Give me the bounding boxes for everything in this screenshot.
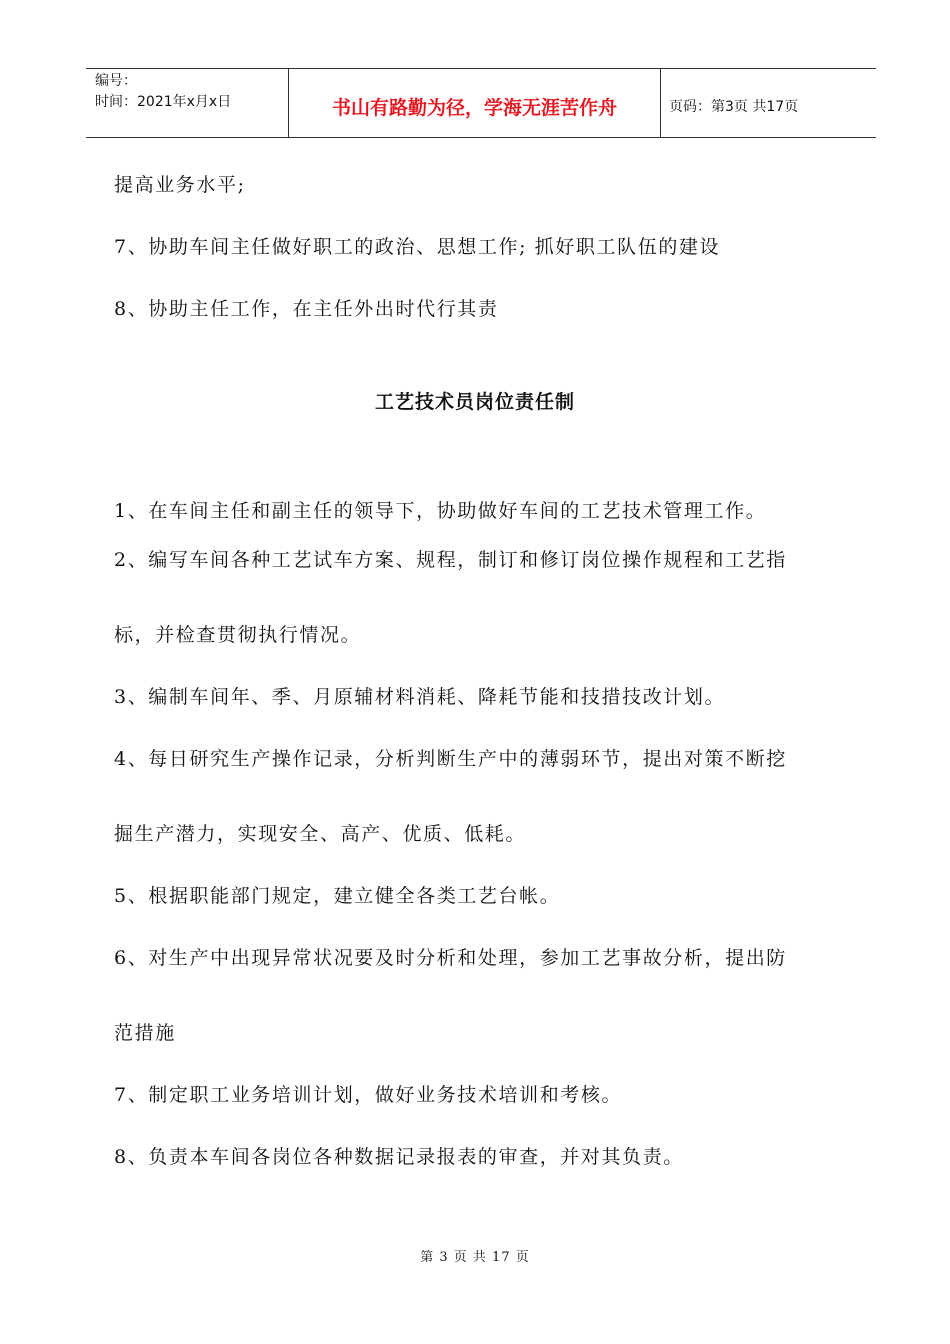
list-item: 7、制定职工业务培训计划，做好业务技术培训和考核。: [114, 1084, 623, 1106]
code-label: 编号：: [95, 73, 137, 89]
list-item: 2、编写车间各种工艺试车方案、规程，制订和修订岗位操作规程和工艺指: [114, 549, 787, 571]
section-title: 工艺技术员岗位责任制: [374, 391, 575, 413]
body-line: 7、协助车间主任做好职工的政治、思想工作; 抓好职工队伍的建设: [114, 236, 721, 258]
header-meta: [86, 69, 288, 137]
list-item: 1、在车间主任和副主任的领导下，协助做好车间的工艺技术管理工作。: [114, 500, 767, 522]
list-item: 6、对生产中出现异常状况要及时分析和处理，参加工艺事故分析，提出防: [114, 947, 787, 969]
time-label: 时间：2021年x月x日: [95, 94, 232, 110]
header-motto: 书山有路勤为径，学海无涯苦作舟: [288, 69, 661, 137]
list-item: 范措施: [114, 1022, 176, 1044]
list-item: 3、编制车间年、季、月原辅材料消耗、降耗节能和技措技改计划。: [114, 686, 726, 708]
list-item: 8、负责本车间各岗位各种数据记录报表的审查，并对其负责。: [114, 1146, 684, 1168]
body-line: 8、协助主任工作，在主任外出时代行其责: [114, 298, 499, 320]
list-item: 标，并检查贯彻执行情况。: [114, 624, 362, 646]
header-page-info: 页码：第3页 共17页: [669, 99, 799, 115]
list-item: 4、每日研究生产操作记录，分析判断生产中的薄弱环节，提出对策不断挖: [114, 748, 787, 770]
body-line: 提高业务水平;: [114, 174, 246, 196]
list-item: 掘生产潜力，实现安全、高产、优质、低耗。: [114, 823, 527, 845]
page-footer: 第 3 页 共 17 页: [420, 1250, 530, 1265]
page-header: [86, 68, 876, 138]
list-item: 5、根据职能部门规定，建立健全各类工艺台帐。: [114, 885, 561, 907]
